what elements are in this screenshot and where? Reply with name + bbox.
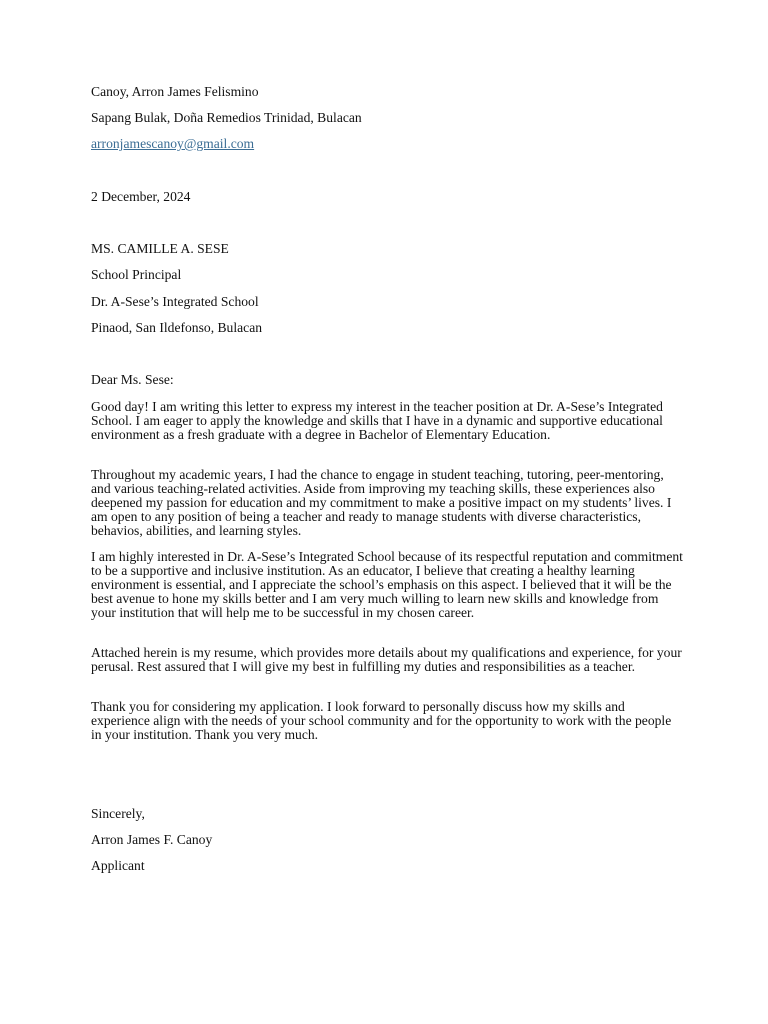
body-paragraph-1: Good day! I am writing this letter to express my interest in the teacher position at Dr. A-Sese’s Integrated School. I am eager to apply the knowledge and skills that I have in a dynamic and supportive educational environment as a fresh graduate with a degree in Bachelor of Elementary Education. (91, 399, 663, 442)
salutation: Dear Ms. Sese: (91, 372, 174, 387)
closing-valediction: Sincerely, (91, 806, 145, 821)
signature-title: Applicant (91, 858, 145, 873)
sender-address: Sapang Bulak, Doña Remedios Trinidad, Bulacan (91, 110, 362, 125)
recipient-name: MS. CAMILLE A. SESE (91, 241, 229, 256)
body-paragraph-2: Throughout my academic years, I had the chance to engage in student teaching, tutoring, peer-mentoring, and various teaching-related activities. Aside from improving my teaching skills, these experiences also deepened my passion for education and my commitment to make a positive impact on my students’ lives. I am open to any position of being a teacher and ready to manage students with diverse characteristics, behavios, abilities, and learning styles. (91, 467, 672, 538)
body-paragraph-5: Thank you for considering my application. I look forward to personally discuss how my skills and experience align with the needs of your school community and for the opportunity to work with the people in your institution. Thank you very much. (91, 699, 672, 742)
sender-name: Canoy, Arron James Felismino (91, 84, 259, 99)
body-paragraph-4: Attached herein is my resume, which provides more details about my qualifications and experience, for your perusal. Rest assured that I will give my best in fulfilling my duties and responsibilities as a teacher. (91, 645, 682, 674)
body-paragraph-3: I am highly interested in Dr. A-Sese’s Integrated School because of its respectful reputation and commitment to be a supportive and inclusive institution. As an educator, I believe that creating a healthy learning environment is essential, and I appreciate the school’s emphasis on this aspect. I believed that it will be the best avenue to hone my skills better and I am very much willing to learn new skills and knowledge from your institution that will help me to be successful in my chosen career. (91, 549, 683, 620)
sender-email-line (91, 136, 254, 152)
recipient-address: Pinaod, San Ildefonso, Bulacan (91, 320, 263, 335)
recipient-school: Dr. A-Sese’s Integrated School (91, 294, 259, 309)
letter-date: 2 December, 2024 (91, 189, 191, 204)
sender-email-link[interactable]: arronjamescanoy@gmail.com (91, 136, 255, 151)
signature-name: Arron James F. Canoy (91, 832, 213, 847)
recipient-title: School Principal (91, 267, 182, 282)
